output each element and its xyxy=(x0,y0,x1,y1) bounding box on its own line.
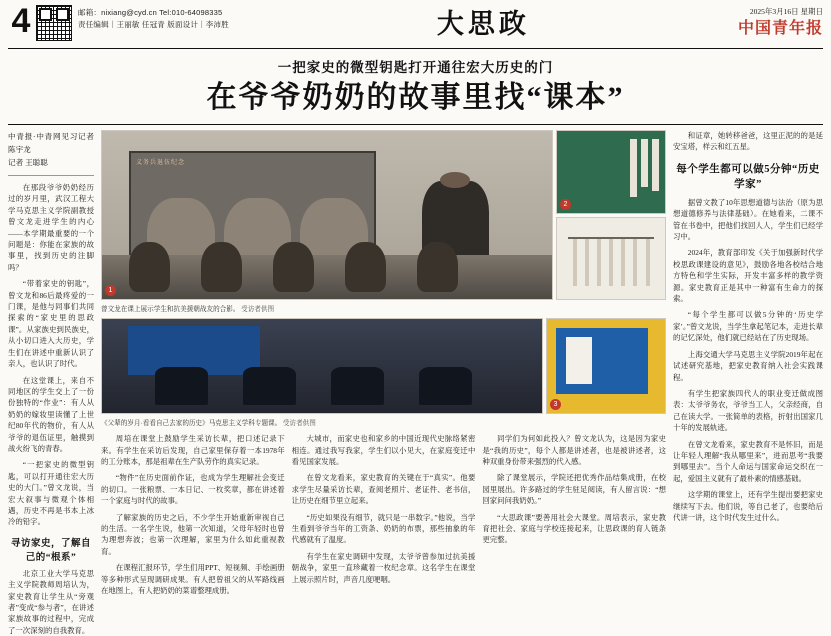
caption-source: 受访者供图 xyxy=(282,419,316,427)
middle-text-columns xyxy=(101,433,666,601)
paragraph: “物件”在历史面前作证，也成为学生理解社会变迁的切口。一张粮票、一本日记、一枚奖章，都在讲述着一个家庭与时代的故事。 xyxy=(101,473,285,506)
paragraph: “历史如果没有细节，就只是一串数字。”他说，当学生看到爷爷当年的工资条、奶奶的布票，那些抽象的年代感就有了温度。 xyxy=(291,512,476,545)
column-right xyxy=(673,130,823,600)
masthead xyxy=(8,4,823,49)
paragraph: 有学生在家史调研中发现，太爷爷曾参加过抗美援朝战争，家里一直珍藏着一枚纪念章。这名学生在课堂上展示照片时，声音几度哽咽。 xyxy=(291,551,476,584)
mid-column-3 xyxy=(482,433,666,601)
headline-main: 在爷爷奶奶的故事里找“课本” xyxy=(206,81,625,114)
paragraph: 在那段爷爷奶奶经历过的岁月里，武汉工程大学马克思主义学院副教授曾文龙走进学生的内心——本学期最重要的一个问题是：你能在家族的故事里，找到历史的注脚吗？ xyxy=(8,183,94,272)
student-head xyxy=(129,242,170,292)
subheading: 每个学生都可以做5分钟“历史学家” xyxy=(676,163,820,190)
panelist xyxy=(419,367,472,405)
paragraph: 同学们为何如此投入？曾文龙认为，这是因为家史是“我的历史”，每个人都是讲述者，也是被讲述者，这种双重身份带来强烈的代入感。 xyxy=(482,434,667,466)
panelist xyxy=(243,367,296,405)
photo-chalkboard xyxy=(556,130,666,214)
header-divider xyxy=(8,124,823,125)
paragraph: “大思政课”要善用社会大课堂。周培表示，家史教育把社会、家庭与学校连接起来，让思政课的育人链条更完整。 xyxy=(482,512,667,545)
byline-divider xyxy=(8,175,94,176)
paragraph: 上海交通大学马克思主义学院2019年起在试述研究基地，把家史教育纳入社会实践课程。 xyxy=(673,349,823,382)
byline-line-2: 记者 王聪聪 xyxy=(8,158,48,167)
headline-shoulder: 一把家史的微型钥匙打开通往宏大历史的门 xyxy=(277,60,554,75)
photo-badge: 1 xyxy=(105,285,116,296)
section-title: 大思政 xyxy=(436,9,530,39)
paragraph: “每个学生都可以做5分钟的‘历史学家’。”曾文龙说，当学生拿起笔记本，走进长辈的记忆深处，他们就已经站在了历史现场。 xyxy=(673,310,823,343)
byline-line-1: 中青报·中青网见习记者 陈宇龙 xyxy=(8,132,94,154)
photo-row-top xyxy=(101,130,666,300)
masthead-right xyxy=(738,4,823,38)
column-left xyxy=(8,130,94,635)
mid-column-2 xyxy=(292,433,476,601)
student-head xyxy=(417,242,458,292)
caption-text: 《父辈的岁月·看看自己去家的历史》马克思主义学科专题课。 xyxy=(101,419,282,427)
photo-caption-top xyxy=(101,305,666,315)
column-middle xyxy=(101,130,666,600)
audience-row xyxy=(102,255,552,299)
panelist xyxy=(331,367,384,405)
photo-sketch xyxy=(556,217,666,300)
mid-column-1 xyxy=(101,433,285,601)
paragraph: 据曾文教了10年思想道德与法治（原为思想道德修养与法律基础）。在她看来，二课不管在书卷中，把他们找回人人，学生们已经学习中。 xyxy=(673,197,823,242)
masthead-contact xyxy=(78,4,229,31)
paragraph: 周培在课堂上鼓励学生采访长辈，把口述记录下来。有学生在采访后发现，自己家里保存着一本1978年的工分账本，那是祖辈在生产队劳作的真实记录。 xyxy=(101,434,285,466)
photo-classroom xyxy=(101,130,553,300)
photo-caption-bottom xyxy=(101,419,666,429)
paragraph: 了解家族的历史之后，不少学生开始重新审视自己的生活。一名学生说，他第一次知道，父母年轻时也曾为理想奔波；也第一次理解，家里为什么如此重视教育。 xyxy=(101,512,285,556)
paragraph: 2024年，教育部印发《关于加强新时代学校思政课建设的意见》，鼓励各地各校结合地方特色和学生实际，开发丰富多样的教学资源。家史教育正是其中一种富有生命力的探索。 xyxy=(673,248,823,304)
article-body xyxy=(8,130,823,635)
poster-label xyxy=(566,337,592,384)
subheading: 寻访家史，了解自己的“根系” xyxy=(10,538,91,563)
paper-logo: 中国青年报 xyxy=(737,20,823,37)
qr-code-icon[interactable] xyxy=(36,5,72,41)
photo-group xyxy=(101,130,666,428)
paragraph: 大城市，而家史也和家乡的中国近现代史脉络紧密相连。通过我写我家，学生们以小见大，在家庭变迁中看见国家发展。 xyxy=(291,434,476,466)
editors-line: 责任编辑｜王丽敏 任冠青 版面设计｜李沛胜 xyxy=(78,20,229,29)
photo-badge: 2 xyxy=(560,199,571,210)
email-line: 邮箱：nixiang@cyd.cn Tel:010-64098335 xyxy=(78,8,223,17)
paragraph: 和证章，她转移爸爸，这里正泥的的是延安宝塔，样云和红五星。 xyxy=(673,131,823,152)
paragraph: 在曾文龙看来，家史教育的关键在于“真实”。他要求学生尽量采访长辈，查阅老照片、老证件、老书信，让历史在细节里立起来。 xyxy=(291,473,476,506)
photo-poster xyxy=(546,318,666,414)
student-head xyxy=(201,242,242,292)
paragraph: 在曾文龙看来，家史教育不是怀旧，而是让年轻人理解“我从哪里来”，进而思考“我要到哪里去”。当个人命运与国家命运交织在一起，爱国主义就有了最朴素的情感基础。 xyxy=(673,439,823,483)
caption-text: 曾文龙在课上展示学生和抗美援朝战友的合影。 xyxy=(101,306,240,313)
photo-badge: 3 xyxy=(550,399,561,410)
photo-forum xyxy=(101,318,543,414)
paragraph: 除了课堂展示，学院还把优秀作品结集成册，在校园里展出。许多路过的学生驻足阅读，有人留言说：“想回家问问我奶奶。” xyxy=(482,473,667,506)
photo-row-bottom xyxy=(101,318,666,414)
paragraph: “带着家史的钥匙”，曾文龙和86后最疼爱的一门课，是他与同事们共同探索的“家史里的思政课”。从家族史到民族史，从小切口进入大历史，学生们在讲述中重新认识了亲人，也认识了时代。 xyxy=(8,279,94,369)
building-sketch xyxy=(568,237,654,286)
page-number: 4 xyxy=(11,2,31,40)
caption-source: 受访者供图 xyxy=(241,306,275,313)
paragraph: 有学生把家族四代人的职业变迁做成图表：太爷爷务农，爷爷当工人，父亲经商，自己在读大学。一张简单的表格，折射出国家几十年的发展轨迹。 xyxy=(673,388,823,433)
paragraph: 在课程汇报环节，学生们用PPT、短视频、手绘画册等多种形式呈现调研成果。有人把曾祖父的从军路线画在地图上，有人把奶奶的菜谱整理成册。 xyxy=(101,563,285,596)
paragraph: 这学期的课堂上，还有学生提出要把家史继续写下去。他们说，等自己老了，也要给后代讲一讲，这个时代发生过什么。 xyxy=(673,490,823,522)
publication-date: 2025年3月16日 星期日 xyxy=(749,7,823,16)
paragraph: 北京工业大学马克思主义学院教师周培认为，家史教育让学生从“旁观者”变成“参与者”，在讲述家族故事的过程中，完成了一次深刻的自我教育。 xyxy=(8,568,94,635)
paragraph: “一把家史的微型钥匙，可以打开通往宏大历史的大门。”曾文龙说，当宏大叙事与微观个体相遇，历史不再是书本上冰冷的铅字。 xyxy=(8,460,94,527)
paragraph: 在这堂课上，来自不同地区的学生交上了一份份独特的“作业”：有人从奶奶的嫁妆里读懂了上世纪80年代的物价，有人从爷爷的退伍证里，触摸到战火纷飞的青春。 xyxy=(8,375,94,453)
student-head xyxy=(345,242,386,292)
byline xyxy=(8,130,94,169)
student-head xyxy=(273,242,314,292)
screen-caption-text: 义务兵退伍纪念 xyxy=(136,160,186,167)
headline-block xyxy=(8,49,823,120)
panelist xyxy=(155,367,208,405)
chalk-text xyxy=(630,139,659,197)
